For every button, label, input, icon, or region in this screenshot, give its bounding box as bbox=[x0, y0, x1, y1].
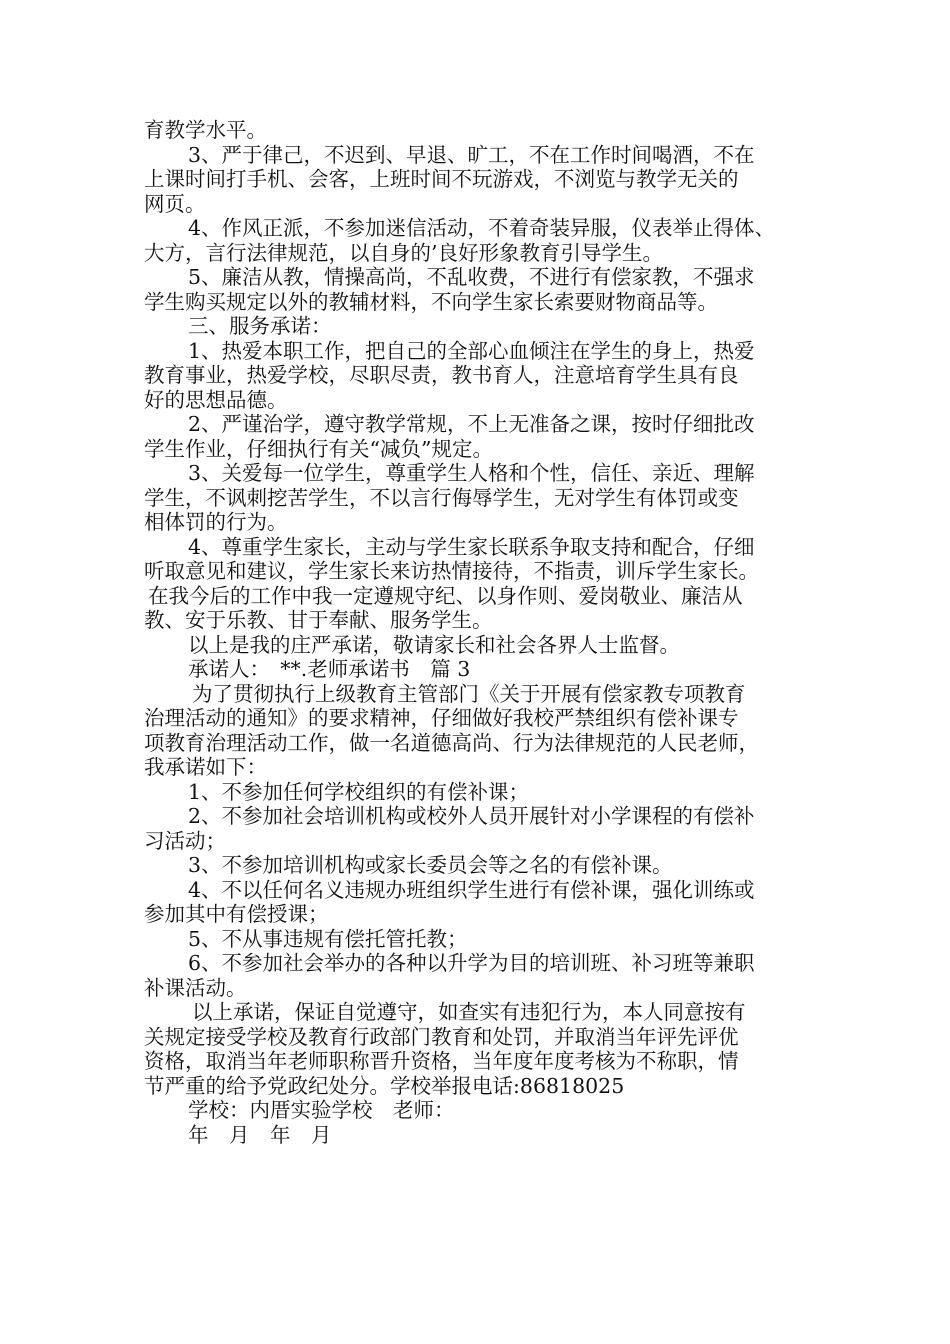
text-line: 节严重的给予党政纪处分。学校举报电话:86818025 bbox=[144, 1073, 625, 1098]
text-line: 补课活动。 bbox=[144, 975, 247, 1000]
text-line: 以上承诺，保证自觉遵守，如查实有违犯行为，本人同意按有 bbox=[192, 1000, 746, 1024]
school-line: 学校：内厝实验学校 老师： bbox=[188, 1098, 455, 1122]
list-item: 3、不参加培训机构或家长委员会等之名的有偿补课。 bbox=[188, 853, 673, 877]
text-line: 治理活动的通知》的要求精神，仔细做好我校严禁组织有偿补课专 bbox=[144, 706, 739, 730]
text-line: 上课时间打手机、会客，上班时间不玩游戏，不浏览与教学无关的 bbox=[144, 167, 739, 191]
text-line: 学生，不讽刺挖苦学生，不以言行侮辱学生，无对学生有体罚或变 bbox=[144, 485, 739, 510]
list-item: 1、不参加任何学校组织的有偿补课； bbox=[188, 779, 530, 804]
list-item: 6、不参加社会举办的各种以升学为目的培训班、补习班等兼职 bbox=[188, 951, 755, 975]
text-line: 教、安于乐教、甘于奉献、服务学生。 bbox=[144, 608, 493, 632]
text-line: 学生购买规定以外的教辅材料，不向学生家长索要财物商品等。 bbox=[144, 289, 718, 314]
list-item: 5、不从事违规有偿托管托教； bbox=[188, 926, 468, 951]
text-line: 3、严于律己，不迟到、早退、旷工，不在工作时间喝酒，不在 bbox=[188, 142, 755, 167]
signature-line: 承诺人： **.老师承诺书 篇 3 bbox=[188, 657, 471, 681]
text-line: 在我今后的工作中我一定遵规守纪、以身作则、爱岗敬业、廉洁从 bbox=[148, 583, 743, 608]
text-line: 4、尊重学生家长，主动与学生家长联系争取支持和配合，仔细 bbox=[188, 534, 755, 559]
text-line: 4、作风正派，不参加迷信活动，不着奇装异服，仪表举止得体、 bbox=[188, 216, 776, 240]
text-line: 学生作业，仔细执行有关“减负”规定。 bbox=[144, 436, 493, 461]
text-line: 2、严谨治学，遵守教学常规，不上无准备之课，按时仔细批改 bbox=[188, 412, 755, 436]
text-line: 资格，取消当年老师职称晋升资格，当年度年度考核为不称职，情 bbox=[144, 1049, 739, 1073]
text-line: 以上是我的庄严承诺，敬请家长和社会各界人士监督。 bbox=[188, 632, 680, 657]
list-item: 2、不参加社会培训机构或校外人员开展针对小学课程的有偿补 bbox=[188, 804, 755, 828]
text-line: 听取意见和建议，学生家长来访热情接待，不指责，训斥学生家长。 bbox=[144, 559, 759, 583]
text-line: 好的思想品德。 bbox=[144, 387, 288, 412]
text-line: 育教学水平。 bbox=[144, 118, 267, 142]
date-line: 年 月 年 月 bbox=[188, 1122, 332, 1147]
text-line: 为了贯彻执行上级教育主管部门《关于开展有偿家教专项教育 bbox=[192, 681, 746, 706]
text-line: 教育事业，热爱学校，尽职尽责，教书育人，注意培育学生具有良 bbox=[144, 363, 739, 387]
text-line: 大方，言行法律规范，以自身的’良好形象教育引导学生。 bbox=[144, 240, 664, 265]
list-item: 4、不以任何名义违规办班组织学生进行有偿补课，强化训练或 bbox=[188, 877, 755, 902]
text-line: 项教育治理活动工作，做一名道德高尚、行为法律规范的人民老师， bbox=[144, 730, 759, 755]
text-line: 参加其中有偿授课； bbox=[144, 902, 329, 926]
text-line: 1、热爱本职工作，把自己的全部心血倾注在学生的身上，热爱 bbox=[188, 338, 755, 363]
text-line: 关规定接受学校及教育行政部门教育和处罚，并取消当年评先评优 bbox=[144, 1024, 739, 1049]
document-body bbox=[144, 118, 814, 1147]
text-line: 网页。 bbox=[144, 191, 206, 216]
section-heading: 三、服务承诺： bbox=[188, 314, 332, 338]
text-line: 3、关爱每一位学生，尊重学生人格和个性，信任、亲近、理解 bbox=[188, 461, 755, 485]
text-line: 相体罚的行为。 bbox=[144, 510, 288, 534]
text-line: 习活动； bbox=[144, 828, 226, 853]
text-line: 5、廉洁从教，情操高尚，不乱收费，不进行有偿家教，不强求 bbox=[188, 265, 755, 289]
text-line: 我承诺如下： bbox=[144, 755, 267, 779]
